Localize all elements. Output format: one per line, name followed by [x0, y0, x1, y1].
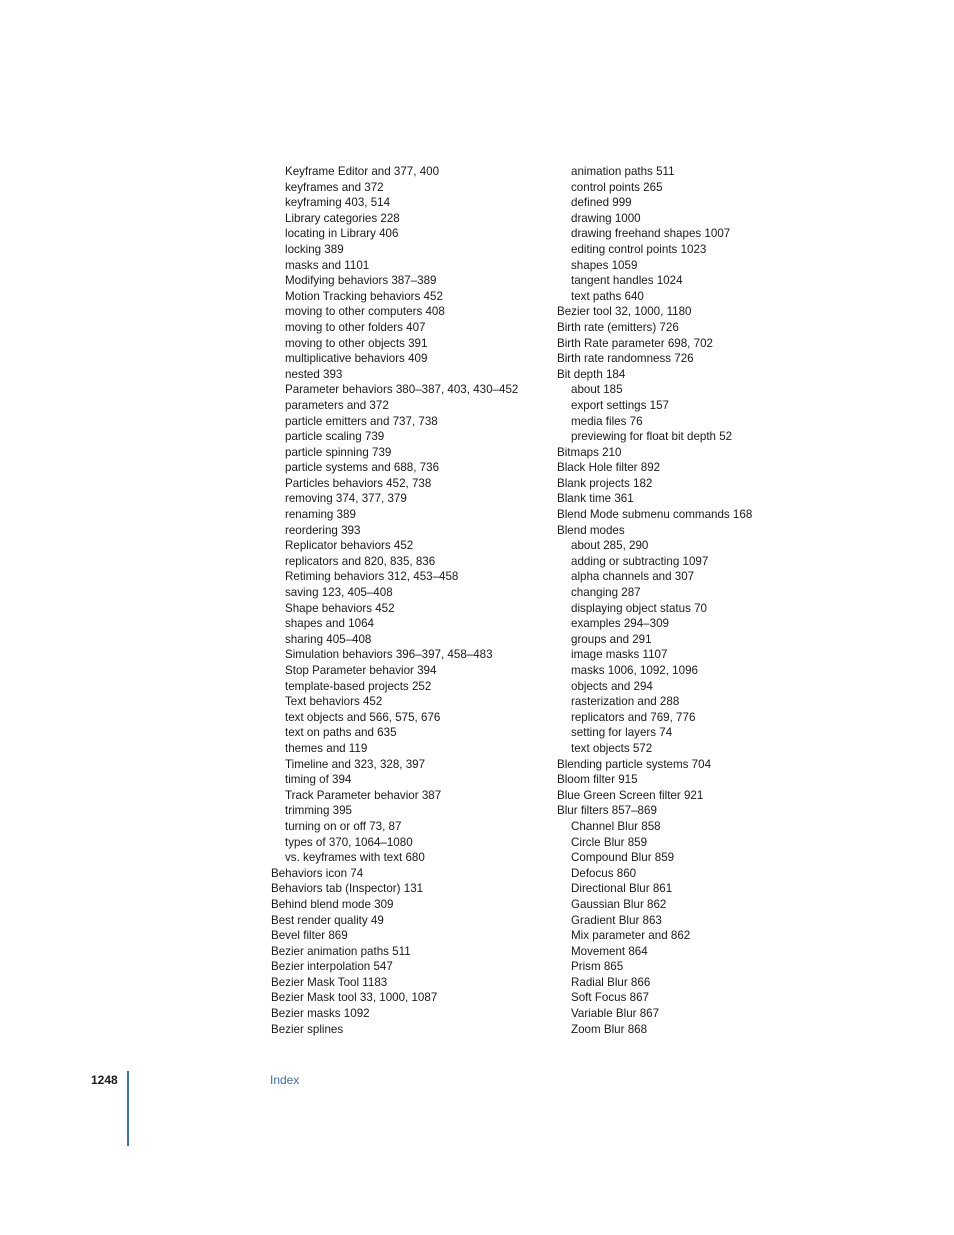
index-entry: Bevel filter 869 — [271, 929, 348, 943]
index-subentry: Parameter behaviors 380–387, 403, 430–452 — [285, 383, 519, 397]
index-subentry: Replicator behaviors 452 — [285, 539, 414, 553]
index-subentry: reordering 393 — [285, 523, 361, 537]
index-subentry: text objects and 566, 575, 676 — [285, 710, 441, 724]
index-subentry: nested 393 — [285, 367, 343, 381]
index-entry: Behaviors icon 74 — [271, 866, 364, 880]
index-subentry: multiplicative behaviors 409 — [285, 352, 428, 366]
index-subentry: Channel Blur 858 — [571, 819, 661, 833]
index-subentry: moving to other computers 408 — [285, 305, 445, 319]
index-subentry: about 185 — [571, 383, 623, 397]
index-subentry: particle scaling 739 — [285, 430, 385, 444]
index-subentry: renaming 389 — [285, 508, 356, 522]
index-subentry: Defocus 860 — [571, 866, 637, 880]
index-subentry: moving to other folders 407 — [285, 320, 426, 334]
index-subentry: sharing 405–408 — [285, 632, 372, 646]
index-subentry: about 285, 290 — [571, 539, 649, 553]
index-entry: Bit depth 184 — [557, 367, 626, 381]
index-entry: Blend modes — [557, 523, 625, 537]
index-subentry: masks 1006, 1092, 1096 — [571, 664, 698, 677]
index-subentry: displaying object status 70 — [571, 601, 707, 615]
index-subentry: groups and 291 — [571, 632, 652, 646]
index-subentry: Motion Tracking behaviors 452 — [285, 289, 443, 303]
index-entry: Bezier Mask Tool 1183 — [271, 975, 388, 989]
index-subentry: Track Parameter behavior 387 — [285, 788, 442, 802]
index-subentry: Gaussian Blur 862 — [571, 897, 667, 911]
index-subentry: alpha channels and 307 — [571, 570, 695, 584]
index-subentry: replicators and 820, 835, 836 — [285, 554, 436, 568]
index-subentry: Timeline and 323, 328, 397 — [285, 757, 426, 771]
index-subentry: rasterization and 288 — [571, 695, 680, 709]
index-subentry: examples 294–309 — [571, 617, 669, 631]
index-subentry: shapes 1059 — [571, 258, 638, 272]
index-subentry: replicators and 769, 776 — [571, 710, 696, 724]
section-label: Index — [270, 1073, 300, 1087]
index-subentry: setting for layers 74 — [571, 726, 673, 740]
index-entry: Blur filters 857–869 — [557, 804, 657, 818]
index-subentry: changing 287 — [571, 586, 641, 600]
index-subentry: drawing 1000 — [571, 211, 641, 225]
index-entry: Behind blend mode 309 — [271, 897, 394, 911]
index-subentry: Simulation behaviors 396–397, 458–483 — [285, 648, 493, 662]
index-entry: Blending particle systems 704 — [557, 757, 712, 771]
index-subentry: Text behaviors 452 — [285, 695, 383, 709]
index-subentry: trimming 395 — [285, 804, 353, 818]
index-subentry: keyframing 403, 514 — [285, 196, 391, 210]
index-subentry: Shape behaviors 452 — [285, 601, 395, 615]
index-entry: Birth rate randomness 726 — [557, 352, 694, 366]
index-subentry: media files 76 — [571, 414, 643, 428]
index-subentry: saving 123, 405–408 — [285, 586, 393, 600]
index-entry: Behaviors tab (Inspector) 131 — [271, 882, 424, 896]
index-entry: Bezier splines — [271, 1022, 344, 1036]
index-subentry: Zoom Blur 868 — [571, 1022, 648, 1036]
index-subentry: tangent handles 1024 — [571, 274, 683, 288]
index-entry: Blank time 361 — [557, 492, 634, 506]
index-entry: Black Hole filter 892 — [557, 461, 661, 475]
index-subentry: export settings 157 — [571, 398, 669, 412]
index-column-left — [271, 164, 541, 1037]
index-subentry: vs. keyframes with text 680 — [285, 851, 425, 865]
index-subentry: Mix parameter and 862 — [571, 929, 691, 943]
index-subentry: Gradient Blur 863 — [571, 913, 662, 927]
index-entry: Blank projects 182 — [557, 476, 653, 490]
footer-divider — [127, 1071, 129, 1146]
index-subentry: Particles behaviors 452, 738 — [285, 476, 432, 490]
index-subentry: Retiming behaviors 312, 453–458 — [285, 570, 459, 584]
index-entry: Bezier Mask tool 33, 1000, 1087 — [271, 991, 438, 1005]
index-column-right — [557, 164, 817, 1037]
index-entry: Bloom filter 915 — [557, 773, 638, 787]
index-subentry: particle systems and 688, 736 — [285, 461, 440, 475]
index-subentry: removing 374, 377, 379 — [285, 492, 407, 506]
index-subentry: moving to other objects 391 — [285, 336, 428, 350]
index-subentry: Directional Blur 861 — [571, 882, 673, 896]
index-subentry: particle spinning 739 — [285, 445, 392, 459]
index-subentry: masks and 1101 — [285, 258, 370, 272]
index-subentry: objects and 294 — [571, 679, 653, 693]
index-subentry: themes and 119 — [285, 741, 368, 755]
index-subentry: Soft Focus 867 — [571, 991, 649, 1005]
index-subentry: Circle Blur 859 — [571, 835, 648, 849]
index-subentry: particle emitters and 737, 738 — [285, 414, 438, 428]
index-subentry: Prism 865 — [571, 960, 624, 974]
index-entry: Bezier tool 32, 1000, 1180 — [557, 305, 692, 319]
index-subentry: text on paths and 635 — [285, 726, 397, 740]
index-subentry: locating in Library 406 — [285, 227, 399, 241]
index-subentry: previewing for float bit depth 52 — [571, 430, 733, 444]
index-subentry: shapes and 1064 — [285, 617, 374, 631]
index-entry: Blend Mode submenu commands 168 — [557, 508, 753, 522]
index-subentry: Movement 864 — [571, 944, 648, 958]
index-entry: Bezier animation paths 511 — [271, 944, 411, 958]
index-entry: Birth rate (emitters) 726 — [557, 320, 679, 334]
index-subentry: adding or subtracting 1097 — [571, 554, 709, 568]
index-subentry: Compound Blur 859 — [571, 851, 675, 865]
index-subentry: locking 389 — [285, 242, 344, 256]
index-subentry: control points 265 — [571, 180, 663, 194]
index-subentry: text paths 640 — [571, 289, 644, 303]
index-subentry: Keyframe Editor and 377, 400 — [285, 165, 440, 178]
index-subentry: Variable Blur 867 — [571, 1007, 660, 1021]
index-subentry: animation paths 511 — [571, 165, 675, 178]
index-subentry: keyframes and 372 — [285, 180, 384, 194]
index-entry: Bitmaps 210 — [557, 445, 622, 459]
index-subentry: image masks 1107 — [571, 648, 668, 662]
index-subentry: Stop Parameter behavior 394 — [285, 664, 437, 677]
index-subentry: timing of 394 — [285, 773, 352, 787]
page-number: 1248 — [91, 1073, 118, 1087]
index-subentry: editing control points 1023 — [571, 242, 707, 256]
index-subentry: text objects 572 — [571, 741, 653, 755]
index-subentry: defined 999 — [571, 196, 632, 210]
index-entry: Birth Rate parameter 698, 702 — [557, 336, 713, 350]
index-subentry: turning on or off 73, 87 — [285, 819, 402, 833]
index-subentry: Radial Blur 866 — [571, 975, 651, 989]
index-subentry: Library categories 228 — [285, 211, 400, 225]
index-subentry: parameters and 372 — [285, 398, 389, 412]
index-subentry: drawing freehand shapes 1007 — [571, 227, 731, 241]
index-subentry: Modifying behaviors 387–389 — [285, 274, 437, 288]
index-entry: Bezier interpolation 547 — [271, 960, 393, 974]
index-entry: Blue Green Screen filter 921 — [557, 788, 704, 802]
index-entry: Best render quality 49 — [271, 913, 384, 927]
index-subentry: types of 370, 1064–1080 — [285, 835, 413, 849]
index-subentry: template-based projects 252 — [285, 679, 432, 693]
index-entry: Bezier masks 1092 — [271, 1007, 370, 1021]
